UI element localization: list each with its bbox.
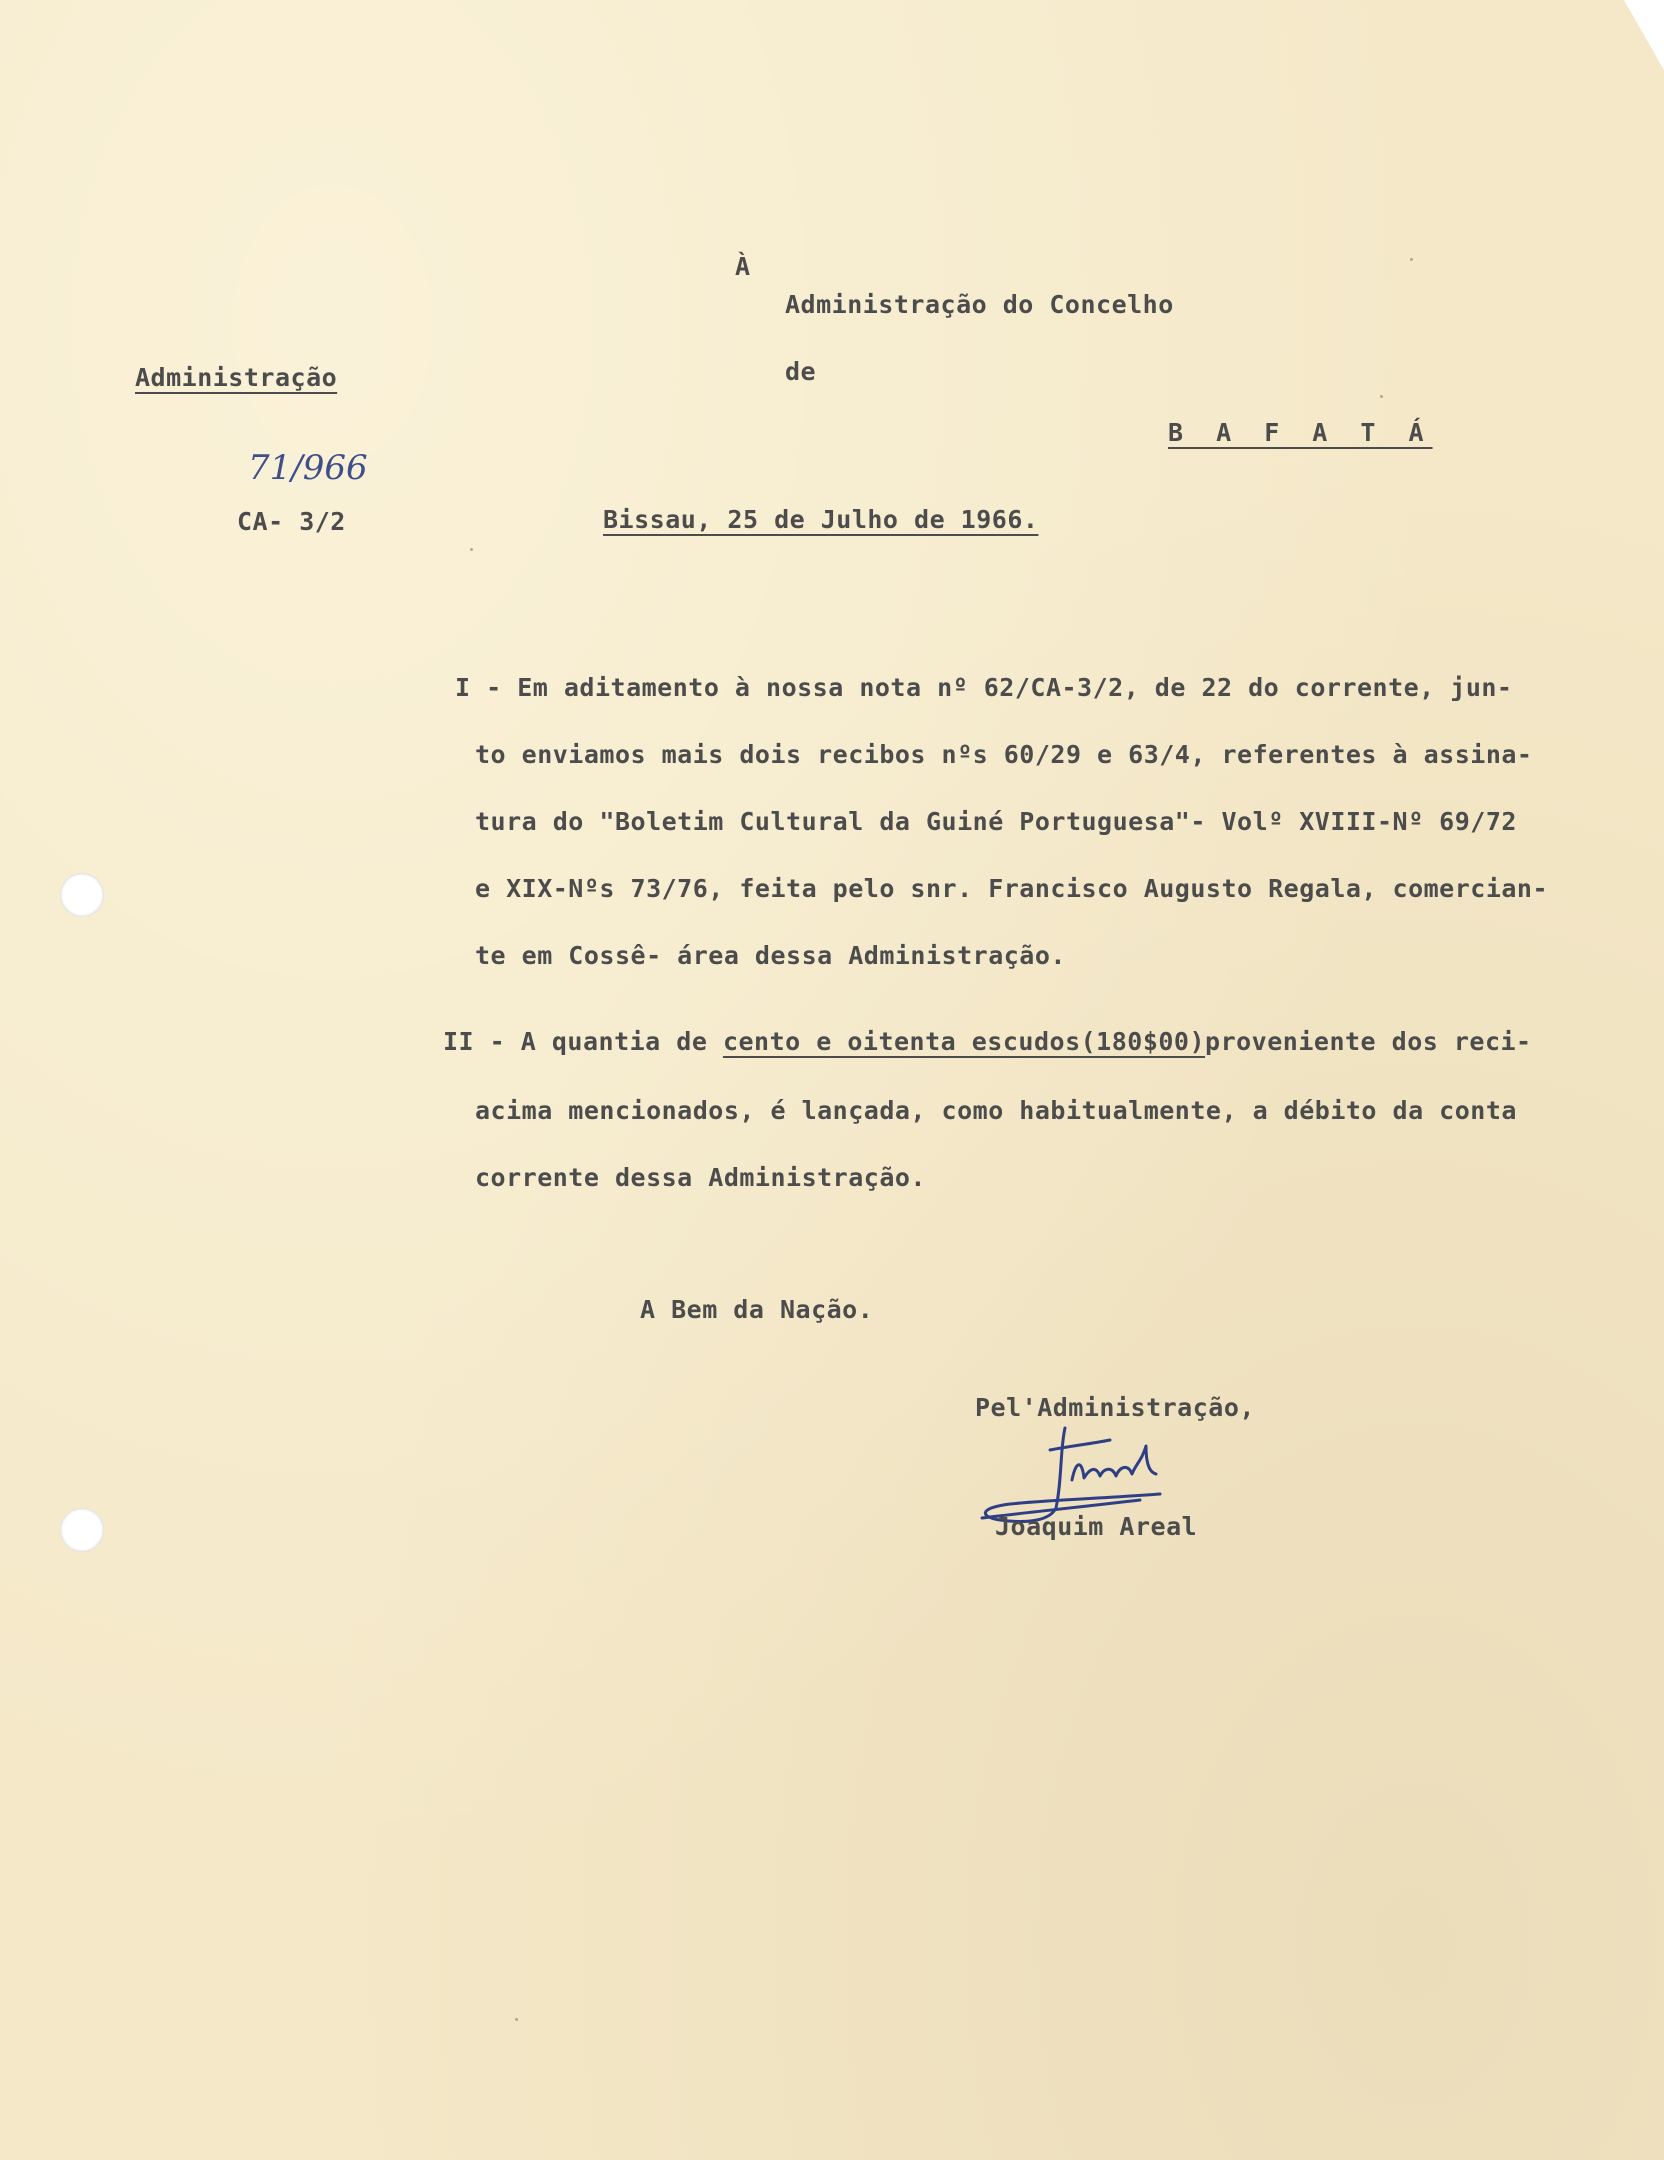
paragraph-1-line: tura do "Boletim Cultural da Guiné Portuguesa"- Volº XVIII-Nº 69/72 xyxy=(475,807,1517,836)
recipient-place: B A F A T Á xyxy=(1168,418,1433,447)
on-behalf-line: Pel'Administração, xyxy=(975,1393,1255,1422)
recipient-prefix: À xyxy=(735,252,751,281)
paragraph-2-line: corrente dessa Administração. xyxy=(475,1163,926,1192)
paragraph-2-text: II - A quantia de xyxy=(443,1027,723,1056)
paragraph-2-text: proveniente dos reci- xyxy=(1205,1027,1532,1056)
date-line: Bissau, 25 de Julho de 1966. xyxy=(603,505,1039,534)
punch-hole-top xyxy=(60,873,104,917)
recipient-line-2: de xyxy=(785,357,817,386)
signatory-name: Joaquim Areal xyxy=(995,1512,1198,1541)
handwritten-reference-number: 71/966 xyxy=(248,448,368,488)
paragraph-2-line xyxy=(443,1027,1532,1056)
amount-underlined: cento e oitenta escudos(180$00) xyxy=(722,1027,1206,1056)
paragraph-1-line: e XIX-Nºs 73/76, feita pelo snr. Francisco Augusto Regala, comercian- xyxy=(475,874,1549,903)
paragraph-1-line: I - Em aditamento à nossa nota nº 62/CA-3/2, de 22 do corrente, jun- xyxy=(455,673,1513,702)
paper-speck xyxy=(1410,258,1413,261)
folded-corner xyxy=(1624,0,1664,70)
paragraph-1-line: te em Cossê- área dessa Administração. xyxy=(475,941,1066,970)
reference-code: CA- 3/2 xyxy=(237,507,346,536)
sender-department: Administração xyxy=(135,363,338,392)
recipient-line-1: Administração do Concelho xyxy=(785,290,1174,319)
closing-salutation: A Bem da Nação. xyxy=(640,1295,874,1324)
paragraph-2-line: acima mencionados, é lançada, como habitualmente, a débito da conta xyxy=(475,1096,1517,1125)
paper-speck xyxy=(515,2018,518,2021)
paragraph-1-line: to enviamos mais dois recibos nºs 60/29 e 63/4, referentes à assina- xyxy=(475,740,1533,769)
punch-hole-bottom xyxy=(60,1508,104,1552)
paper-speck xyxy=(1380,395,1383,398)
paper-speck xyxy=(470,548,473,551)
